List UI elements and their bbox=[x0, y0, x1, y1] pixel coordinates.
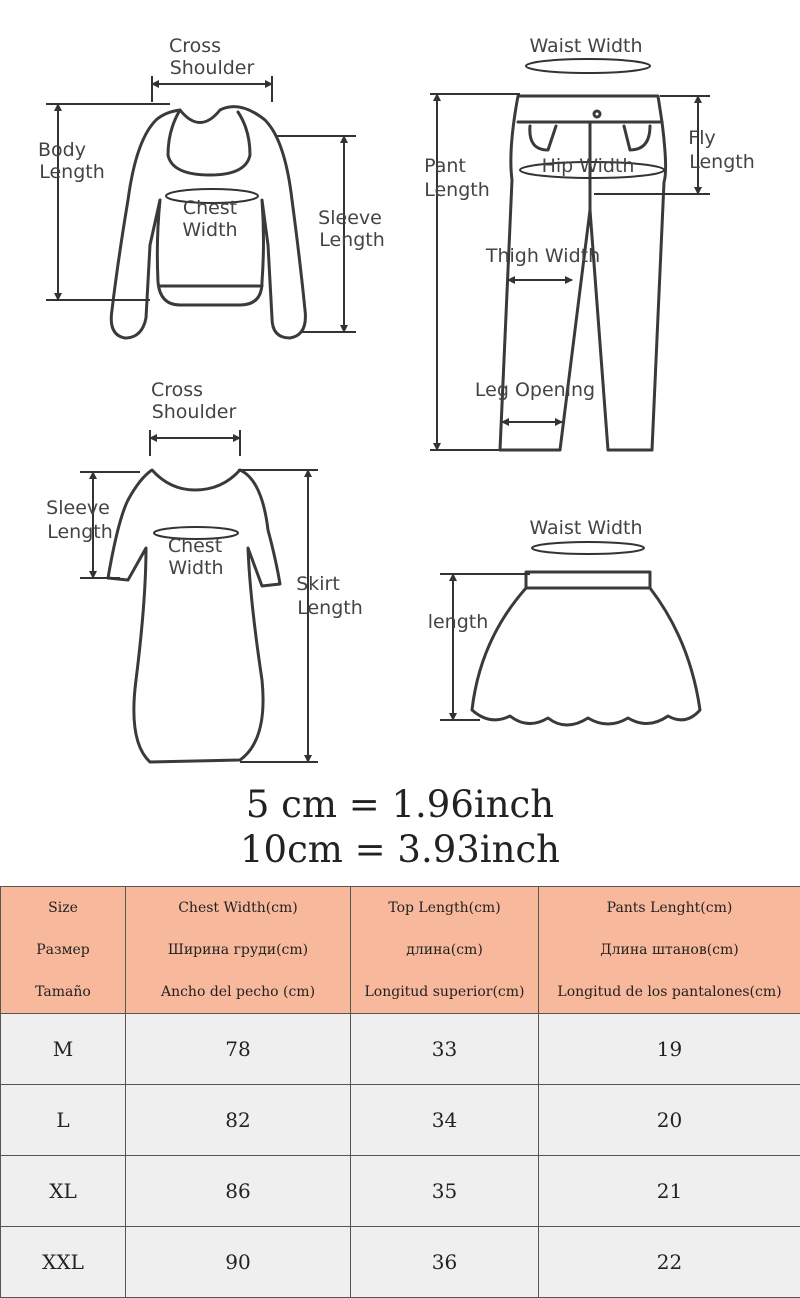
header-size-es: Tamaño bbox=[1, 971, 125, 1013]
header-chest-width bbox=[126, 887, 351, 1014]
fly-length-label-1: Fly bbox=[688, 127, 715, 149]
header-top-es: Longitud superior(cm) bbox=[351, 971, 538, 1013]
chest-cell: 82 bbox=[126, 1085, 351, 1156]
skirt-length-label-1: Skirt bbox=[296, 573, 340, 595]
sweater-sleeve-length-measure bbox=[276, 136, 385, 332]
chest-cell: 90 bbox=[126, 1227, 351, 1298]
conversion-line-1: 5 cm = 1.96inch bbox=[0, 783, 800, 826]
chest-cell: 78 bbox=[126, 1014, 351, 1085]
header-top-en: Top Length(cm) bbox=[351, 887, 538, 929]
body-length-label-2: Length bbox=[39, 161, 105, 183]
pants-hip-width-measure bbox=[520, 155, 664, 178]
header-top-ru: длина(cm) bbox=[351, 929, 538, 971]
chest-cell: 86 bbox=[126, 1156, 351, 1227]
size-table bbox=[0, 886, 800, 1298]
table-row bbox=[1, 1014, 800, 1085]
header-chest-en: Chest Width(cm) bbox=[126, 887, 350, 929]
skirt-waist-label: Waist Width bbox=[529, 517, 642, 539]
fly-length-label-2: Length bbox=[689, 151, 755, 173]
header-size-ru: Размер bbox=[1, 929, 125, 971]
sweater-sleeve-label-1: Sleeve bbox=[318, 207, 382, 229]
pants-length-cell: 19 bbox=[539, 1014, 800, 1085]
dress-chest-label-2: Width bbox=[168, 557, 223, 579]
dress-sleeve-length-measure bbox=[46, 472, 140, 578]
header-pants-length bbox=[539, 887, 800, 1014]
dress-sleeve-label-2: Length bbox=[47, 521, 113, 543]
sweater-sleeve-label-2: Length bbox=[319, 229, 385, 251]
table-header-row bbox=[1, 887, 800, 1014]
header-pants-en: Pants Lenght(cm) bbox=[539, 887, 800, 929]
header-pants-es: Longitud de los pantalones(cm) bbox=[539, 971, 800, 1013]
dress-chest-width-measure bbox=[154, 527, 238, 579]
size-cell: M bbox=[1, 1014, 126, 1085]
dress-illustration bbox=[108, 470, 280, 762]
sweater-cross-shoulder-measure bbox=[152, 35, 272, 102]
top-length-cell: 34 bbox=[351, 1085, 539, 1156]
top-length-cell: 33 bbox=[351, 1014, 539, 1085]
skirt-length-label-2: Length bbox=[297, 597, 363, 619]
pant-length-label-1: Pant bbox=[424, 155, 466, 177]
top-length-cell: 35 bbox=[351, 1156, 539, 1227]
header-chest-ru: Ширина груди(cm) bbox=[126, 929, 350, 971]
sweater-chest-label-1: Chest bbox=[183, 197, 237, 219]
hip-width-label: Hip Width bbox=[542, 155, 635, 177]
pants-waist-width-measure bbox=[526, 35, 650, 73]
pants-length-cell: 21 bbox=[539, 1156, 800, 1227]
dress-cross-label-2: Shoulder bbox=[152, 401, 237, 423]
header-top-length bbox=[351, 887, 539, 1014]
top-length-cell: 36 bbox=[351, 1227, 539, 1298]
sweater-chest-label-2: Width bbox=[182, 219, 237, 241]
leg-opening-label: Leg Opening bbox=[475, 379, 595, 401]
dress-cross-label-1: Cross bbox=[151, 379, 203, 401]
header-pants-ru: Длина штанов(cm) bbox=[539, 929, 800, 971]
dress-chest-label-1: Chest bbox=[168, 535, 222, 557]
pants-fly-length-measure bbox=[594, 96, 755, 194]
size-cell: XXL bbox=[1, 1227, 126, 1298]
table-row bbox=[1, 1085, 800, 1156]
conversion-line-2: 10cm = 3.93inch bbox=[0, 828, 800, 871]
skirt-waist-width-measure bbox=[529, 517, 644, 554]
dress-sleeve-label-1: Sleeve bbox=[46, 497, 110, 519]
pants-waist-label: Waist Width bbox=[529, 35, 642, 57]
header-size bbox=[1, 887, 126, 1014]
dress-skirt-length-measure bbox=[238, 470, 363, 762]
sweater-cross-label-1: Cross bbox=[169, 35, 221, 57]
table-row bbox=[1, 1156, 800, 1227]
sweater-cross-label-2: Shoulder bbox=[170, 57, 255, 79]
skirt-illustration bbox=[472, 572, 700, 725]
header-chest-es: Ancho del pecho (cm) bbox=[126, 971, 350, 1013]
pants-length-cell: 20 bbox=[539, 1085, 800, 1156]
skirt-length-label: length bbox=[428, 611, 489, 633]
table-row bbox=[1, 1227, 800, 1298]
body-length-label-1: Body bbox=[38, 139, 86, 161]
size-cell: XL bbox=[1, 1156, 126, 1227]
sweater-chest-width-measure bbox=[166, 189, 258, 241]
pant-length-label-2: Length bbox=[424, 179, 490, 201]
thigh-width-label: Thigh Width bbox=[485, 245, 600, 267]
size-cell: L bbox=[1, 1085, 126, 1156]
pants-length-cell: 22 bbox=[539, 1227, 800, 1298]
pants-leg-opening-measure bbox=[475, 379, 595, 422]
dress-cross-shoulder-measure bbox=[150, 379, 240, 456]
sweater-body-length-measure bbox=[38, 104, 170, 300]
header-size-en: Size bbox=[1, 887, 125, 929]
skirt-length-measure bbox=[428, 574, 530, 720]
